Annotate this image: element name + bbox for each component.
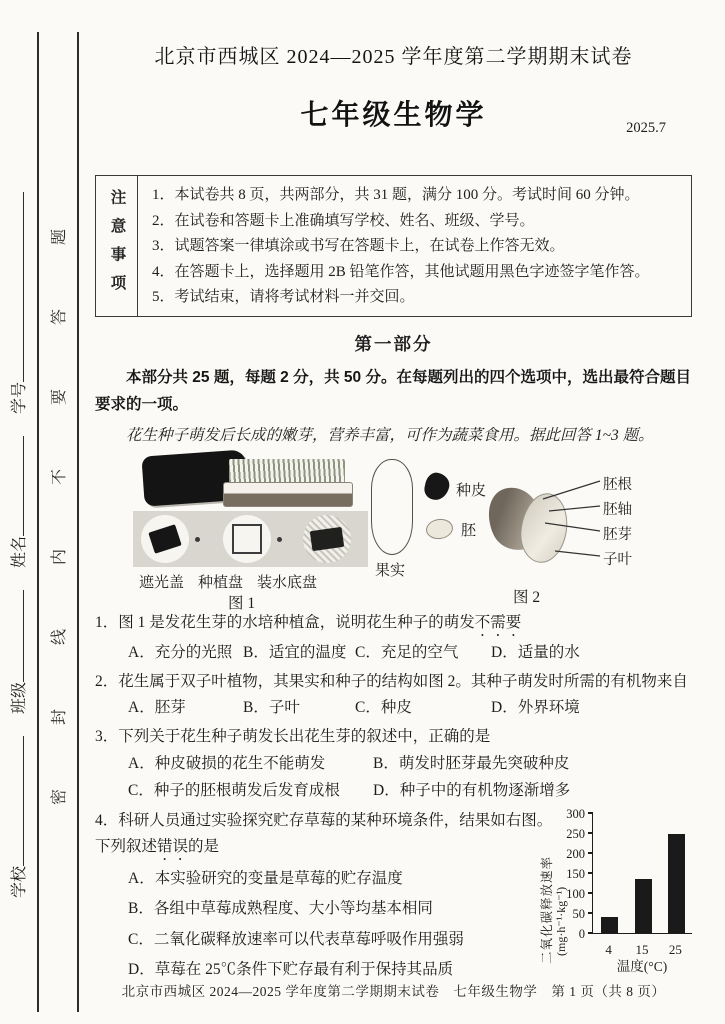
y-tick-label: 100 xyxy=(566,886,585,901)
option-b: B．各组中草莓成熟程度、大小等均基本相同 xyxy=(128,900,433,918)
option-d: D．适量的水 xyxy=(491,643,580,661)
field-label-school: 学校 xyxy=(11,865,28,898)
title-row xyxy=(95,93,692,136)
exam-date: 2025.7 xyxy=(626,120,666,136)
y-tick-label: 250 xyxy=(566,826,585,841)
option-a: A．本实验研究的变量是草莓的贮存温度 xyxy=(128,869,403,887)
question-3-options xyxy=(128,750,692,804)
callout-cotyledon: 子叶 xyxy=(603,551,632,568)
tray-shape xyxy=(223,482,353,507)
school-blank-line xyxy=(9,736,24,866)
light-cover-circle xyxy=(141,515,189,563)
stem-emphasis: 错误 xyxy=(157,837,189,855)
option-a: A．充分的光照 xyxy=(128,643,233,661)
exam-content xyxy=(95,40,692,988)
connector-dot xyxy=(277,537,282,542)
chart-bar xyxy=(668,834,685,933)
figure-2-peanut-seed xyxy=(363,457,693,607)
part-label: 遮光盖 xyxy=(139,574,185,591)
figure-1-caption: 图 1 xyxy=(228,594,256,612)
question-1-stem xyxy=(95,610,692,640)
callout-plumule: 胚芽 xyxy=(603,526,632,543)
y-tick-mark xyxy=(588,932,593,934)
y-tick-mark xyxy=(588,852,593,854)
seal-notice-text: 密封线内不要答题 xyxy=(51,164,68,805)
sprouting-box-photo xyxy=(133,449,368,507)
field-label-name: 姓名 xyxy=(11,535,28,568)
field-class xyxy=(11,590,28,714)
seed-coat-label: 种皮 xyxy=(456,482,487,499)
notice-item: 3．试题答案一律填涂或书写在答题卡上，在试卷上作答无效。 xyxy=(152,238,565,255)
notice-box xyxy=(95,175,692,317)
notice-label: 注意事项 xyxy=(108,188,126,303)
chart-bar xyxy=(601,917,618,933)
name-blank-line xyxy=(9,436,24,536)
stem-emphasis: 不需要 xyxy=(474,613,522,631)
co2-release-bar-chart xyxy=(536,806,696,981)
option-c: C．种皮 xyxy=(355,698,412,716)
stem-text: 4．科研人员通过实验探究贮存草莓的某种环境条件，结果如右图。下列叙述 xyxy=(95,811,553,855)
option-b: B．萌发时胚芽最先突破种皮 xyxy=(373,754,570,772)
figure-1-part-labels xyxy=(133,571,368,592)
page-footer: 北京市西城区 2024—2025 学年度第二学期期末试卷 七年级生物学 第 1 页（共 8 页） xyxy=(121,984,666,999)
chart-x-axis-label: 温度(°C) xyxy=(616,958,668,974)
page-title: 七年级生物学 xyxy=(300,99,487,130)
y-tick-label: 50 xyxy=(572,906,585,921)
question-1-options xyxy=(128,640,692,666)
question-3-stem xyxy=(95,724,692,750)
part-label: 种植盘 xyxy=(198,574,244,591)
figures-row xyxy=(95,449,692,612)
water-base-circle xyxy=(303,515,351,563)
question-2-options xyxy=(128,695,692,721)
planting-tray-icon xyxy=(232,524,262,554)
question-2 xyxy=(95,669,692,721)
question-4-stem xyxy=(95,808,557,864)
seal-fields xyxy=(6,153,30,898)
field-school xyxy=(11,736,28,898)
y-tick-label: 300 xyxy=(566,806,585,821)
class-blank-line xyxy=(9,590,24,682)
part-label: 装水底盘 xyxy=(257,574,318,591)
chart-xaxis-labels xyxy=(592,937,692,957)
option-d: D．种子中的有机物逐渐增多 xyxy=(373,781,571,799)
chart-y-axis-label: 二氧化碳释放速率 xyxy=(540,855,554,964)
embryo-label: 胚 xyxy=(461,522,477,539)
parts-strip xyxy=(133,511,368,567)
chart-y-axis-unit: (mg·h⁻¹·kg⁻¹) xyxy=(554,886,568,956)
option-b: B．子叶 xyxy=(243,698,300,716)
option-d: D．外界环境 xyxy=(491,698,580,716)
y-tick-label: 0 xyxy=(578,926,585,941)
figure-2-caption: 图 2 xyxy=(513,588,541,606)
question-4 xyxy=(95,808,692,988)
seal-rule-left xyxy=(37,32,39,1012)
notice-items xyxy=(138,176,691,316)
student-id-blank-line xyxy=(9,192,24,382)
y-tick-mark xyxy=(588,892,593,894)
y-tick-mark xyxy=(588,872,593,874)
y-tick-label: 150 xyxy=(566,866,585,881)
notice-item: 1．本试卷共 8 页，共两部分，共 31 题，满分 100 分。考试时间 60 分钟。 xyxy=(152,187,640,203)
chart-yaxis-labels xyxy=(560,806,588,941)
planting-tray-circle xyxy=(223,515,271,563)
notice-item: 5．考试结束，请将考试材料一并交回。 xyxy=(152,289,415,306)
exam-header-line: 北京市西城区 2024—2025 学年度第二学期期末试卷 xyxy=(154,46,633,68)
part-one-instructions: 本部分共 25 题，每题 2 分，共 50 分。在每题列出的四个选项中，选出最符合题目要求的一项。 xyxy=(95,368,691,413)
option-c: C．二氧化碳释放速率可以代表草莓呼吸作用强弱 xyxy=(128,930,464,948)
question-2-stem xyxy=(95,669,692,695)
field-label-student-id: 学号 xyxy=(11,381,28,414)
question-3 xyxy=(95,724,692,804)
seal-rule-right xyxy=(77,32,79,1012)
chart-plot xyxy=(592,814,692,934)
y-tick-label: 200 xyxy=(566,846,585,861)
field-label-class: 班级 xyxy=(11,681,28,714)
part-one-heading: 第一部分 xyxy=(354,333,433,354)
question-group-passage: 花生种子萌发后长成的嫩芽，营养丰富，可作为蔬菜食用。据此回答 1~3 题。 xyxy=(126,426,654,444)
stem-text: 的是 xyxy=(188,837,220,855)
option-c: C．充足的空气 xyxy=(355,643,459,661)
stem-text: 3．下列关于花生种子萌发长出花生芽的叙述中，正确的是 xyxy=(95,727,491,745)
notice-label-cell xyxy=(96,176,138,316)
option-a: A．胚芽 xyxy=(128,698,186,716)
callout-hypocotyl: 胚轴 xyxy=(603,501,632,518)
figure-1-sprouting-box xyxy=(133,449,383,612)
field-student-id xyxy=(11,192,28,414)
option-a: A．种皮破损的花生不能萌发 xyxy=(128,754,326,772)
x-tick-label: 4 xyxy=(605,941,612,957)
field-name xyxy=(11,436,28,568)
y-tick-mark xyxy=(588,912,593,914)
y-tick-mark xyxy=(588,832,593,834)
question-1 xyxy=(95,610,692,666)
notice-item: 4．在答题卡上，选择题用 2B 铅笔作答，其他试题用黑色字迹签字笔作答。 xyxy=(152,263,650,280)
option-b: B．适宜的温度 xyxy=(243,643,347,661)
stem-text: 2．花生属于双子叶植物，其果实和种子的结构如图 2。其种子萌发时所需的有机物来自 xyxy=(95,672,688,690)
x-tick-label: 15 xyxy=(635,941,649,957)
stem-text: 1．图 1 是发花生芽的水培种植盒，说明花生种子的萌发 xyxy=(95,613,475,631)
y-tick-mark xyxy=(588,812,593,814)
water-base-icon xyxy=(310,527,344,551)
x-tick-label: 25 xyxy=(668,941,682,957)
option-c: C．种子的胚根萌发后发育成根 xyxy=(128,781,340,799)
callout-radicle: 胚根 xyxy=(603,476,632,493)
chart-bar xyxy=(635,879,652,933)
option-d: D．草莓在 25℃条件下贮存最有利于保持其品质 xyxy=(128,961,454,979)
connector-dot xyxy=(195,537,200,542)
light-cover-icon xyxy=(148,524,181,554)
notice-item: 2．在试卷和答题卡上准确填写学校、姓名、班级、学号。 xyxy=(152,212,535,229)
fruit-label: 果实 xyxy=(375,562,406,579)
sprouts-shape xyxy=(229,459,345,483)
